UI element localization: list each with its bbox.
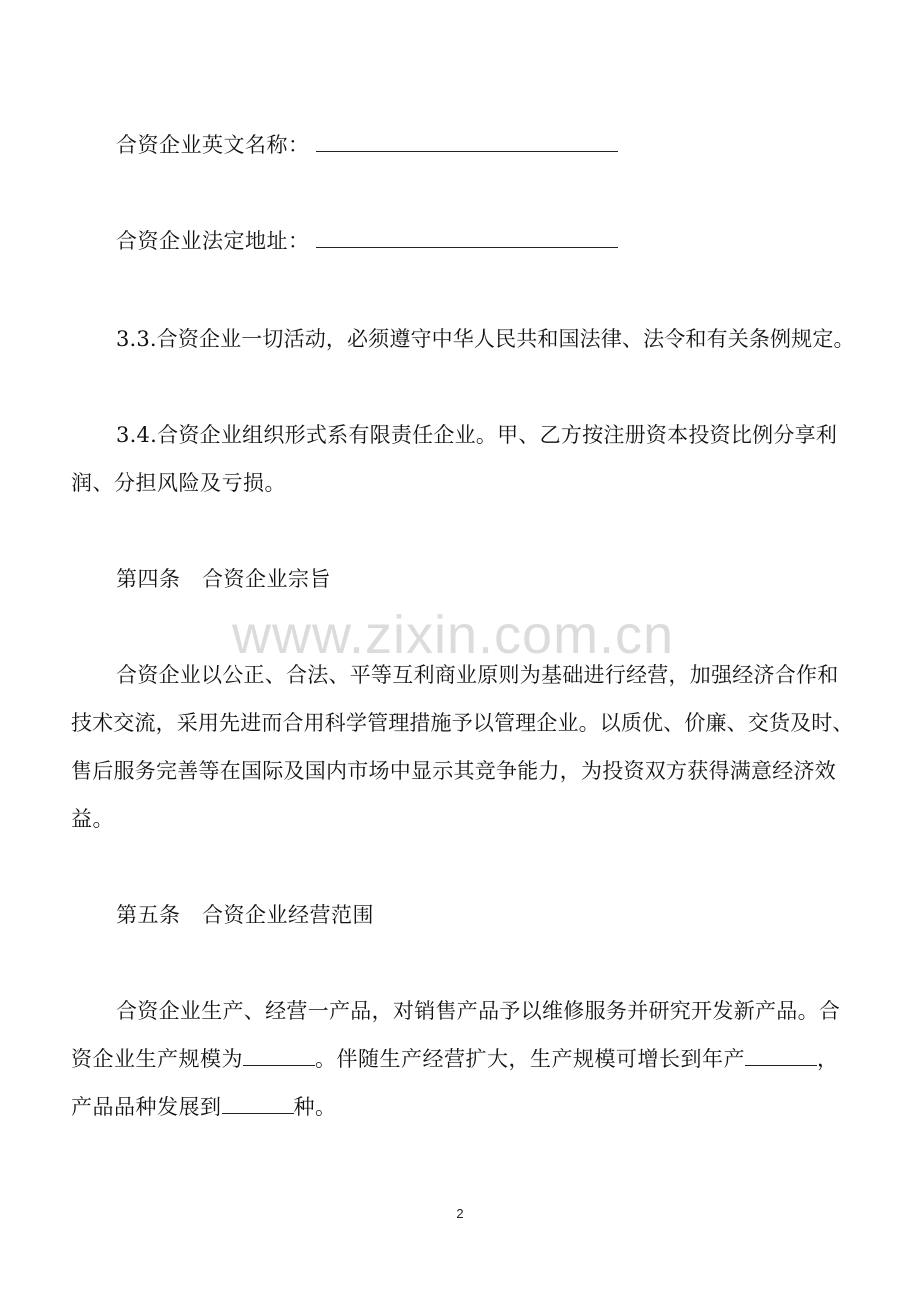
clause-3-4-line-1: 3.4.合资企业组织形式系有限责任企业。甲、乙方按注册资本投资比例分享利 <box>116 423 838 447</box>
article-4-paragraph-line-3: 售后服务完善等在国际及国内市场中显示其竞争能力，为投资双方获得满意经济效 <box>71 759 836 783</box>
article-4-title: 第四条 合资企业宗旨 <box>116 567 331 591</box>
annual-output-blank <box>745 1047 817 1066</box>
production-scale-blank <box>243 1047 315 1066</box>
english-name-blank <box>316 133 618 152</box>
product-variety-label: 产品品种发展到 <box>71 1095 222 1119</box>
article-4-paragraph-line-2: 技术交流，采用先进而合用科学管理措施予以管理企业。以质优、价廉、交货及时、 <box>71 711 854 735</box>
article-5-title: 第五条 合资企业经营范围 <box>116 903 374 927</box>
legal-address-label: 合资企业法定地址： <box>116 229 310 253</box>
english-name-label: 合资企业英文名称： <box>116 133 310 157</box>
clause-3-3: 3.3.合资企业一切活动，必须遵守中华人民共和国法律、法令和有关条例规定。 <box>116 327 855 351</box>
page-number: 2 <box>456 1206 464 1221</box>
legal-address-blank <box>316 229 618 248</box>
english-name-line <box>116 132 618 158</box>
clause-3-4-line-2: 润、分担风险及亏损。 <box>71 471 286 495</box>
production-scale-label: 资企业生产规模为 <box>71 1047 243 1071</box>
product-variety-suffix: 种。 <box>293 1095 337 1119</box>
legal-address-line <box>116 228 618 254</box>
comma: ， <box>817 1047 839 1071</box>
annual-output-label: 。伴随生产经营扩大，生产规模可增长到年产 <box>315 1047 745 1071</box>
article-5-paragraph-line-1: 合资企业生产、经营一产品，对销售产品予以维修服务并研究开发新产品。合 <box>116 999 841 1023</box>
article-5-paragraph-line-3 <box>71 1094 337 1120</box>
article-4-paragraph-line-1: 合资企业以公正、合法、平等互利商业原则为基础进行经营，加强经济合作和 <box>116 663 839 687</box>
product-variety-blank <box>222 1095 294 1114</box>
watermark: www.zixin.com.cn <box>232 605 675 665</box>
article-4-paragraph-line-4: 益。 <box>71 807 114 831</box>
article-5-paragraph-line-2 <box>71 1046 839 1072</box>
